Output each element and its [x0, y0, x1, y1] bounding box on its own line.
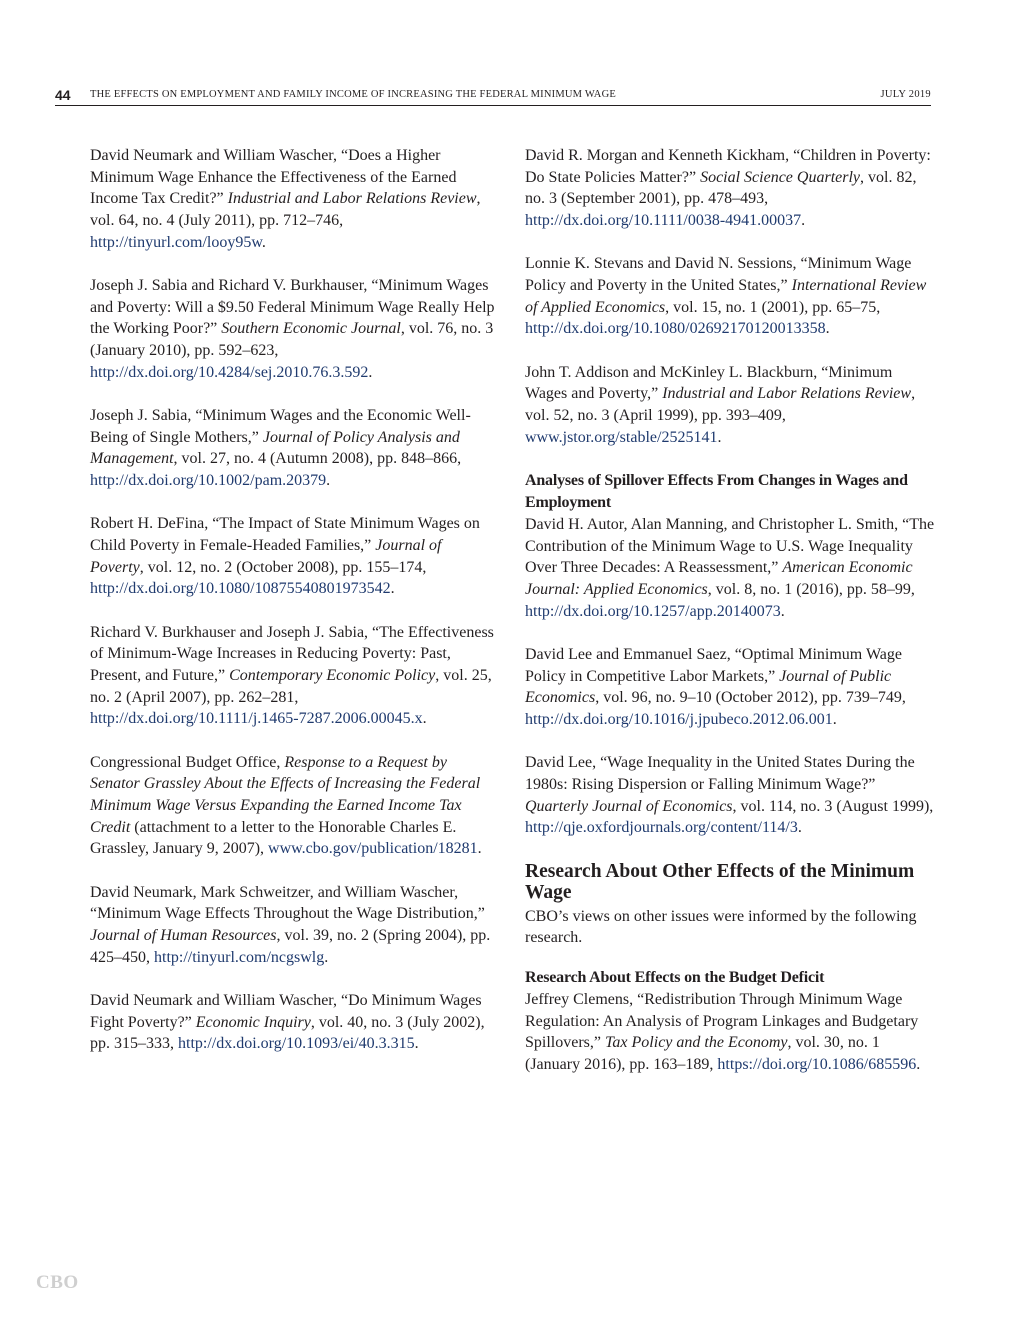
cbo-logo: CBO	[36, 1272, 79, 1293]
reference-entry: Joseph J. Sabia, “Minimum Wages and the Economic Well-Being of Single Mothers,” Journal of Policy Analysis and Management, vol. 27, no. 4 (Autumn 2008), pp. 848–866, http://dx.doi.org/10.1002/pam.20379.	[90, 407, 471, 490]
section-intro: CBO’s views on other issues were informed by the following research.	[525, 907, 917, 947]
reference-entry: David Neumark, Mark Schweitzer, and William Wascher, “Minimum Wage Effects Throughout the Wage Distribution,” Journal of Human Resources, vol. 39, no. 2 (Spring 2004), pp. 425–450, http://tinyurl.com/ncgswlg.	[90, 883, 491, 966]
reference-link[interactable]: http://dx.doi.org/10.1080/02692170120013358	[525, 320, 826, 338]
reference-entry: Joseph J. Sabia and Richard V. Burkhauser, “Minimum Wages and Poverty: Will a $9.50 Federal Minimum Wage Really Help the Working Poor?” Southern Economic Journal, vol. 76, no. 3 (January 2010), pp. 592–623, http://dx.doi.org/10.4284/sej.2010.76.3.592.	[90, 277, 495, 381]
reference-entry: Congressional Budget Office, Response to a Request by Senator Grassley About the Effects of Increasing the Federal Minimum Wage Versus Expanding the Earned Income Tax Credit (attachment to a letter to the Honorable Charles E. Grassley, January 9, 2007), www.cbo.gov/publication/18281.	[90, 753, 482, 858]
reference-link[interactable]: http://dx.doi.org/10.1111/j.1465-7287.2006.00045.x	[90, 710, 423, 728]
reference-entry: David Neumark and William Wascher, “Do Minimum Wages Fight Poverty?” Economic Inquiry, vol. 40, no. 3 (July 2002), pp. 315–333, http://dx.doi.org/10.1093/ei/40.3.315.	[90, 992, 485, 1053]
spillover-subheading: Analyses of Spillover Effects From Changes in Wages and Employment	[525, 471, 908, 511]
reference-entry: David Lee, “Wage Inequality in the United States During the 1980s: Rising Dispersion or Falling Minimum Wage?” Quarterly Journal of Economics, vol. 114, no. 3 (August 1999), http://qje.oxfordjournals.org/content/114/3.	[525, 754, 934, 837]
reference-entry: David Neumark and William Wascher, “Does a Higher Minimum Wage Enhance the Effectiveness of the Earned Income Tax Credit?” Industrial and Labor Relations Review, vol. 64, no. 4 (July 2011), pp. 712–746, http://tinyurl.com/looy95w.	[90, 147, 481, 251]
page-number: 44	[55, 87, 71, 103]
reference-link[interactable]: http://dx.doi.org/10.1002/pam.20379	[90, 472, 327, 490]
reference-link[interactable]: https://doi.org/10.1086/685596	[717, 1056, 917, 1074]
reference-link[interactable]: http://qje.oxfordjournals.org/content/114/3	[525, 819, 798, 837]
running-title: THE EFFECTS ON EMPLOYMENT AND FAMILY INCOME OF INCREASING THE FEDERAL MINIMUM WAGE	[90, 89, 616, 100]
right-column	[525, 145, 935, 1097]
budget-subheading: Research About Effects on the Budget Deficit	[525, 968, 825, 986]
page-header	[55, 87, 931, 106]
reference-link[interactable]: http://dx.doi.org/10.1111/0038-4941.00037	[525, 212, 802, 230]
reference-link[interactable]: www.cbo.gov/publication/18281	[268, 840, 478, 858]
reference-link[interactable]: http://tinyurl.com/looy95w	[90, 233, 262, 251]
section-heading: Research About Other Effects of the Minimum Wage	[525, 860, 915, 903]
reference-entry: Jeffrey Clemens, “Redistribution Through Minimum Wage Regulation: An Analysis of Program Linkages and Budgetary Spillovers,” Tax Policy and the Economy, vol. 30, no. 1 (January 2016), pp. 163–189, https://doi.org/10.1086/685596.	[525, 990, 921, 1074]
reference-entry: Richard V. Burkhauser and Joseph J. Sabia, “The Effectiveness of Minimum-Wage Increases in Reducing Poverty: Past, Present, and Future,” Contemporary Economic Policy, vol. 25, no. 2 (April 2007), pp. 262–281, http://dx.doi.org/10.1111/j.1465-7287.2006.00045.x.	[90, 623, 494, 728]
publication-date: JULY 2019	[880, 89, 931, 100]
reference-link[interactable]: http://dx.doi.org/10.4284/sej.2010.76.3.592	[90, 363, 369, 381]
reference-link[interactable]: http://dx.doi.org/10.1016/j.jpubeco.2012.06.001	[525, 711, 833, 729]
reference-entry: David H. Autor, Alan Manning, and Christopher L. Smith, “The Contribution of the Minimum Wage to U.S. Wage Inequality Over Three Decades: A Reassessment,” American Economic Journal: Applied Economics, vol. 8, no. 1 (2016), pp. 58–99, http://dx.doi.org/10.1257/app.20140073.	[525, 515, 935, 620]
reference-link[interactable]: http://dx.doi.org/10.1093/ei/40.3.315	[178, 1035, 415, 1053]
reference-entry: Lonnie K. Stevans and David N. Sessions, “Minimum Wage Policy and Poverty in the United States,” International Review of Applied Economics, vol. 15, no. 1 (2001), pp. 65–75, http://dx.doi.org/10.1080/02692170120013358.	[525, 255, 927, 338]
reference-link[interactable]: http://tinyurl.com/ncgswlg	[154, 948, 325, 966]
reference-link[interactable]: http://dx.doi.org/10.1257/app.20140073	[525, 602, 781, 620]
reference-entry: John T. Addison and McKinley L. Blackburn, “Minimum Wages and Poverty,” Industrial and Labor Relations Review, vol. 52, no. 3 (April 1999), pp. 393–409, www.jstor.org/stable/2525141.	[525, 363, 916, 446]
reference-link[interactable]: www.jstor.org/stable/2525141	[525, 428, 718, 446]
reference-entry: David Lee and Emmanuel Saez, “Optimal Minimum Wage Policy in Competitive Labor Markets,” Journal of Public Economics, vol. 96, no. 9–10 (October 2012), pp. 739–749, http://dx.doi.org/10.1016/j.jpubeco.2012.06.001.	[525, 645, 906, 729]
reference-entry: David R. Morgan and Kenneth Kickham, “Children in Poverty: Do State Policies Matter?” Social Science Quarterly, vol. 82, no. 3 (September 2001), pp. 478–493, http://dx.doi.org/10.1111/0038-4941.00037.	[525, 147, 931, 230]
reference-entry: Robert H. DeFina, “The Impact of State Minimum Wages on Child Poverty in Female-Headed Families,” Journal of Poverty, vol. 12, no. 2 (October 2008), pp. 155–174, http://dx.doi.org/10.1080/10875540801973542.	[90, 515, 480, 598]
reference-link[interactable]: http://dx.doi.org/10.1080/10875540801973542	[90, 580, 391, 598]
left-column	[90, 145, 498, 1077]
